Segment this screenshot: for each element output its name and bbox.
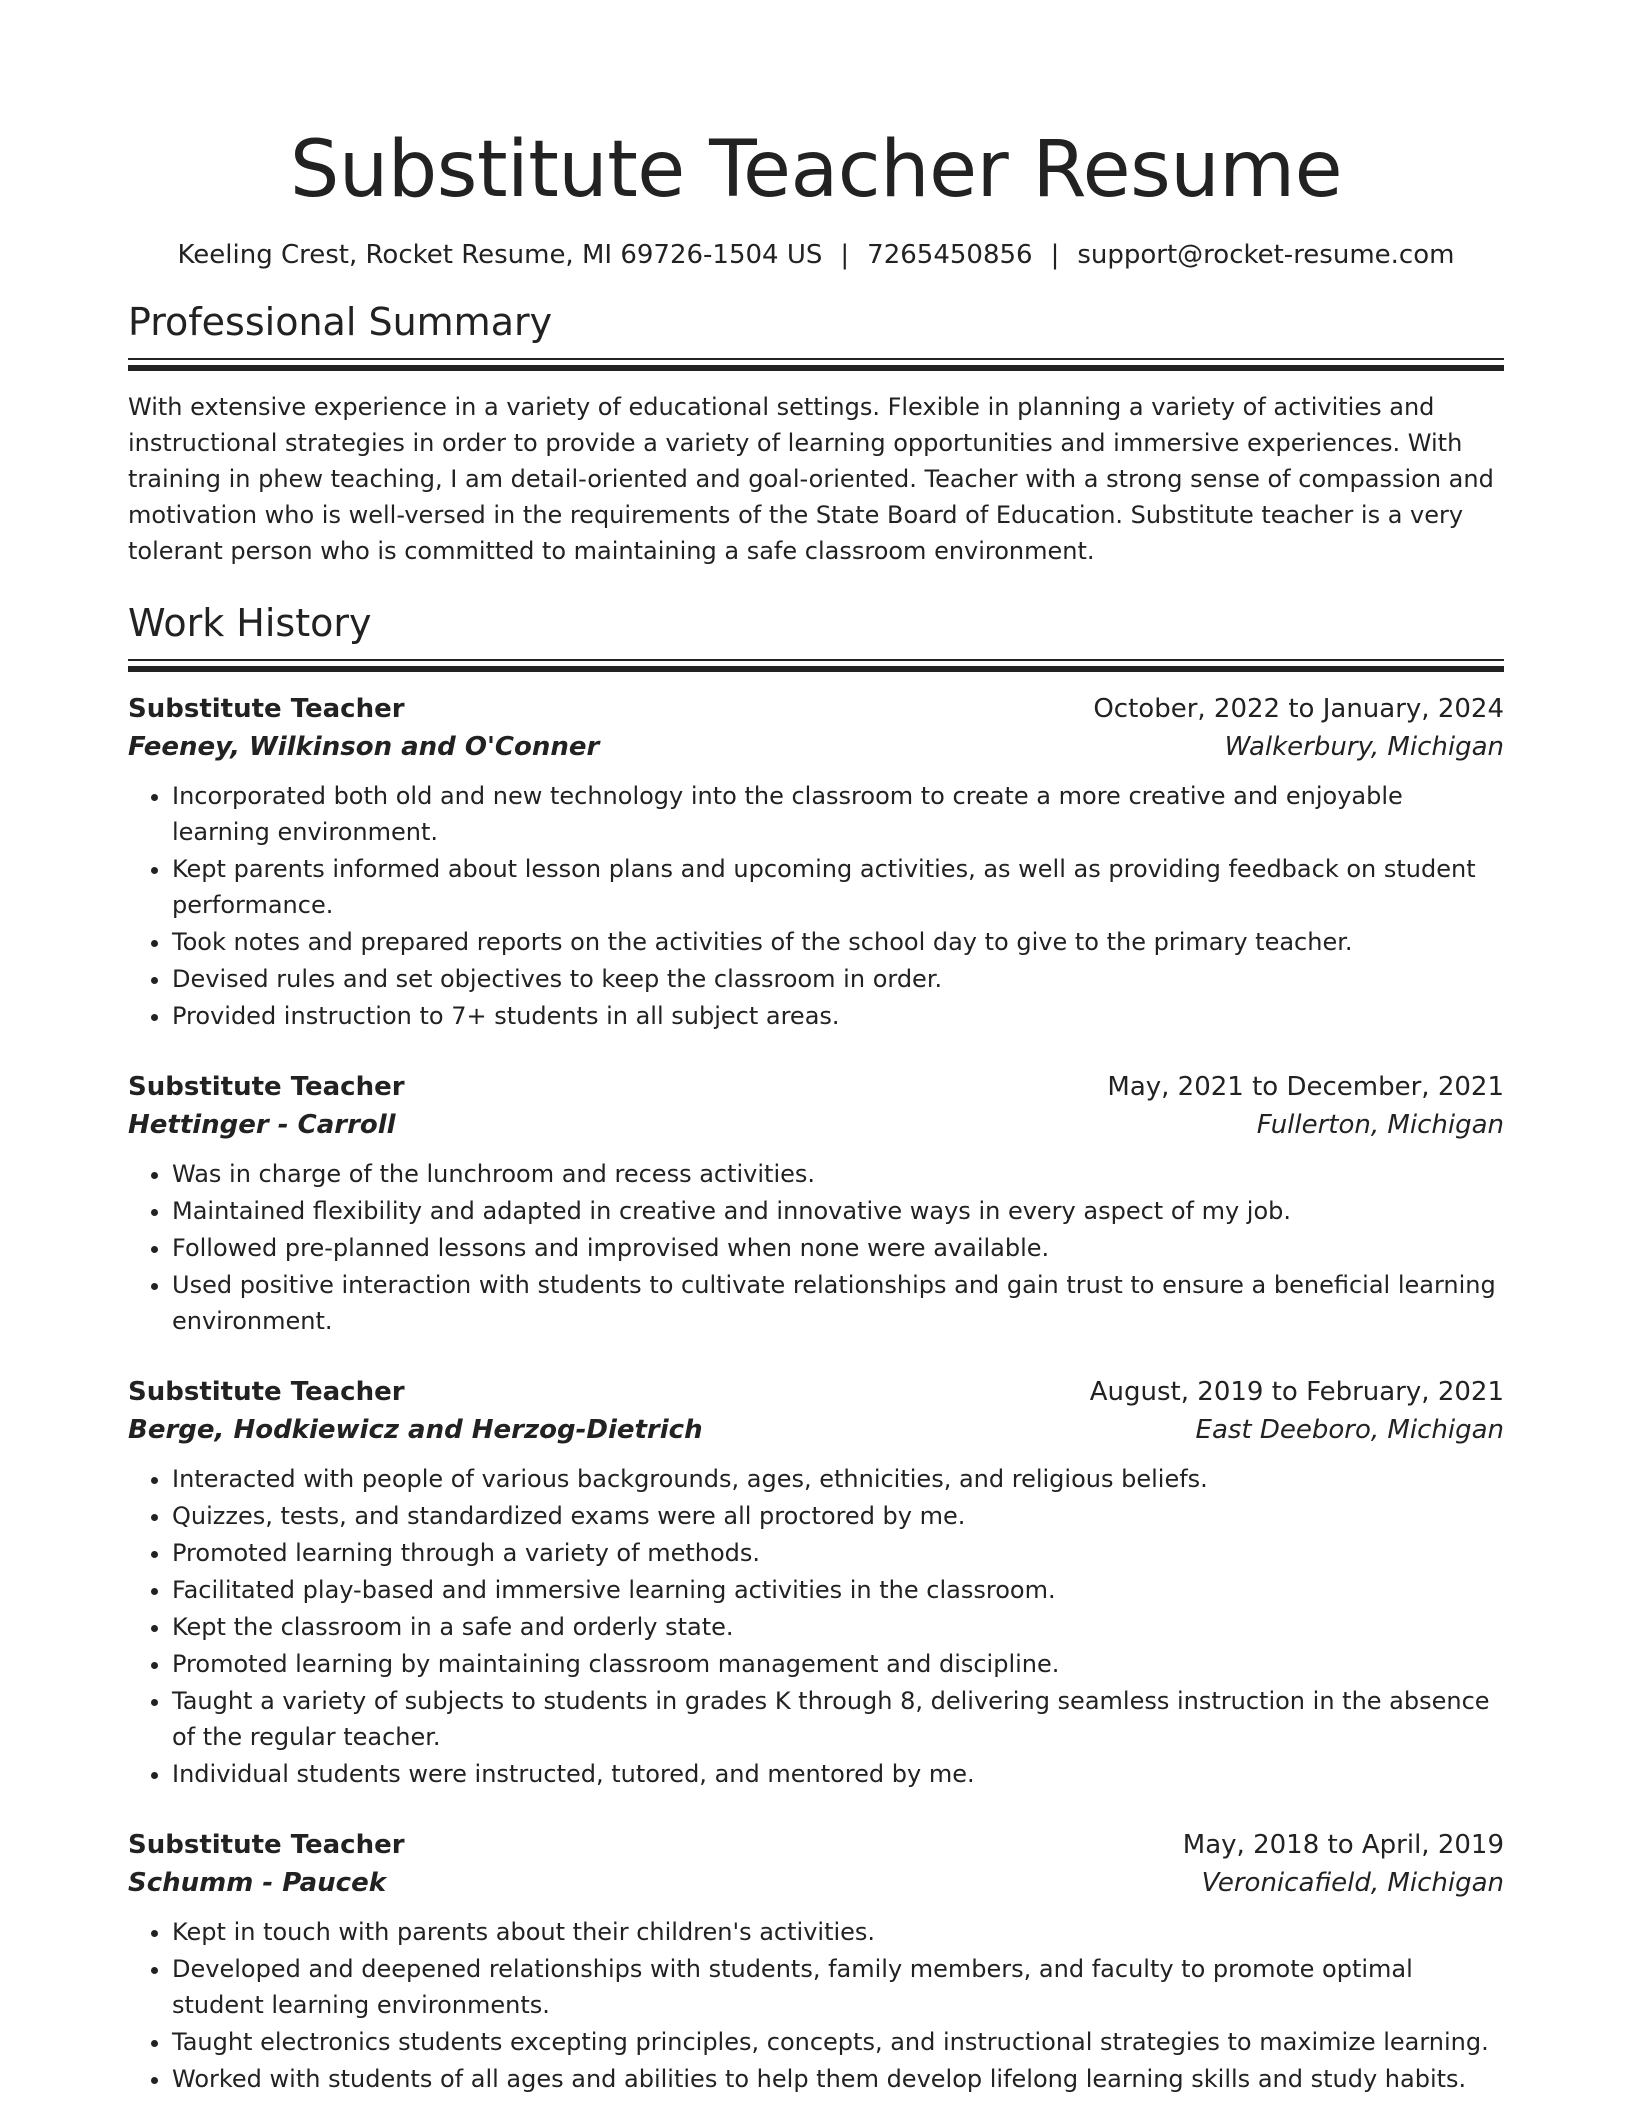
list-item: • Taught a variety of subjects to students in grades K through 8, delivering seamless instruction in the absence of the regular teacher.: [172, 1683, 1504, 1755]
job-subheader: [128, 1411, 1504, 1449]
page-title: Substitute Teacher Resume: [289, 125, 1343, 215]
list-item: • Kept the classroom in a safe and orderly state.: [172, 1609, 1504, 1645]
job-bullets: [128, 1914, 1504, 2097]
list-item: • Taught electronics students excepting principles, concepts, and instructional strategies to maximize learning.: [172, 2024, 1504, 2060]
list-item: • Was in charge of the lunchroom and recess activities.: [172, 1156, 1504, 1192]
list-item: • Quizzes, tests, and standardized exams were all proctored by me.: [172, 1498, 1504, 1534]
job-subheader: [128, 1106, 1504, 1144]
job-bullets: [128, 778, 1504, 1034]
list-item: • Promoted learning through a variety of methods.: [172, 1535, 1504, 1571]
section-heading-work: Work History: [128, 601, 372, 645]
list-item: • Provided instruction to 7+ students in all subject areas.: [172, 998, 1504, 1034]
job-location: Fullerton, Michigan: [1256, 1110, 1504, 1140]
list-item: • Took notes and prepared reports on the activities of the school day to give to the primary teacher.: [172, 924, 1504, 960]
list-item: • Interacted with people of various backgrounds, ages, ethnicities, and religious beliefs.: [172, 1461, 1504, 1497]
list-item: • Kept parents informed about lesson plans and upcoming activities, as well as providing feedback on student performance.: [172, 851, 1504, 923]
job-header: [128, 690, 1504, 728]
list-item: • Facilitated play-based and immersive learning activities in the classroom.: [172, 1572, 1504, 1608]
job-dates: May, 2021 to December, 2021: [1107, 1072, 1504, 1102]
list-item: • Kept in touch with parents about their children's activities.: [172, 1914, 1504, 1950]
job-entry: [128, 1826, 1504, 2097]
contact-phone: 7265450856: [867, 240, 1033, 270]
job-bullets: [128, 1156, 1504, 1339]
job-location: East Deeboro, Michigan: [1195, 1415, 1504, 1445]
section-heading-summary: Professional Summary: [128, 300, 553, 344]
job-entry: [128, 1373, 1504, 1792]
summary-text: With extensive experience in a variety of educational settings. Flexible in planning a variety of activities and instructional strategies in order to provide a variety of learning opportunities and immersive experiences. With training in phew teaching, I am detail-oriented and goal-oriented. Teacher with a strong sense of compassion and motivation who is well-versed in the requirements of the State Board of Education. Substitute teacher is a very tolerant person who is committed to maintaining a safe classroom environment.: [128, 393, 1494, 565]
job-dates: August, 2019 to February, 2021: [1089, 1377, 1504, 1407]
professional-summary-section: [128, 298, 1504, 569]
job-title: Substitute Teacher: [128, 694, 405, 724]
job-header: [128, 1373, 1504, 1411]
job-title: Substitute Teacher: [128, 1072, 405, 1102]
list-item: • Incorporated both old and new technology into the classroom to create a more creative and enjoyable learning environment.: [172, 778, 1504, 850]
job-subheader: [128, 1864, 1504, 1902]
list-item: • Used positive interaction with students to cultivate relationships and gain trust to ensure a beneficial learning environment.: [172, 1267, 1504, 1339]
contact-separator: |: [840, 240, 850, 270]
list-item: • Developed and deepened relationships with students, family members, and faculty to promote optimal student learning environments.: [172, 1951, 1504, 2023]
job-title: Substitute Teacher: [128, 1377, 405, 1407]
job-dates: October, 2022 to January, 2024: [1093, 694, 1504, 724]
list-item: • Worked with students of all ages and abilities to help them develop lifelong learning skills and study habits.: [172, 2061, 1504, 2097]
job-dates: May, 2018 to April, 2019: [1182, 1830, 1504, 1860]
job-location: Veronicafield, Michigan: [1201, 1868, 1504, 1898]
job-entry: [128, 1068, 1504, 1339]
job-company: Hettinger - Carroll: [128, 1110, 396, 1140]
list-item: • Followed pre-planned lessons and improvised when none were available.: [172, 1230, 1504, 1266]
job-company: Schumm - Paucek: [128, 1868, 387, 1898]
section-divider: [128, 358, 1504, 371]
job-header: [128, 1826, 1504, 1864]
job-title: Substitute Teacher: [128, 1830, 405, 1860]
job-bullets: [128, 1461, 1504, 1792]
section-divider: [128, 659, 1504, 672]
list-item: • Individual students were instructed, tutored, and mentored by me.: [172, 1756, 1504, 1792]
job-subheader: [128, 728, 1504, 766]
contact-line: [128, 238, 1504, 272]
job-company: Berge, Hodkiewicz and Herzog-Dietrich: [128, 1415, 703, 1445]
contact-email: support@rocket-resume.com: [1077, 240, 1455, 270]
work-history-section: [128, 599, 1504, 2097]
job-entry: [128, 690, 1504, 1034]
contact-address: Keeling Crest, Rocket Resume, MI 69726-1504 US: [177, 240, 823, 270]
list-item: • Devised rules and set objectives to keep the classroom in order.: [172, 961, 1504, 997]
job-company: Feeney, Wilkinson and O'Conner: [128, 732, 600, 762]
list-item: • Promoted learning by maintaining classroom management and discipline.: [172, 1646, 1504, 1682]
list-item: • Maintained flexibility and adapted in creative and innovative ways in every aspect of my job.: [172, 1193, 1504, 1229]
contact-separator: |: [1050, 240, 1060, 270]
job-location: Walkerbury, Michigan: [1224, 732, 1504, 762]
job-header: [128, 1068, 1504, 1106]
